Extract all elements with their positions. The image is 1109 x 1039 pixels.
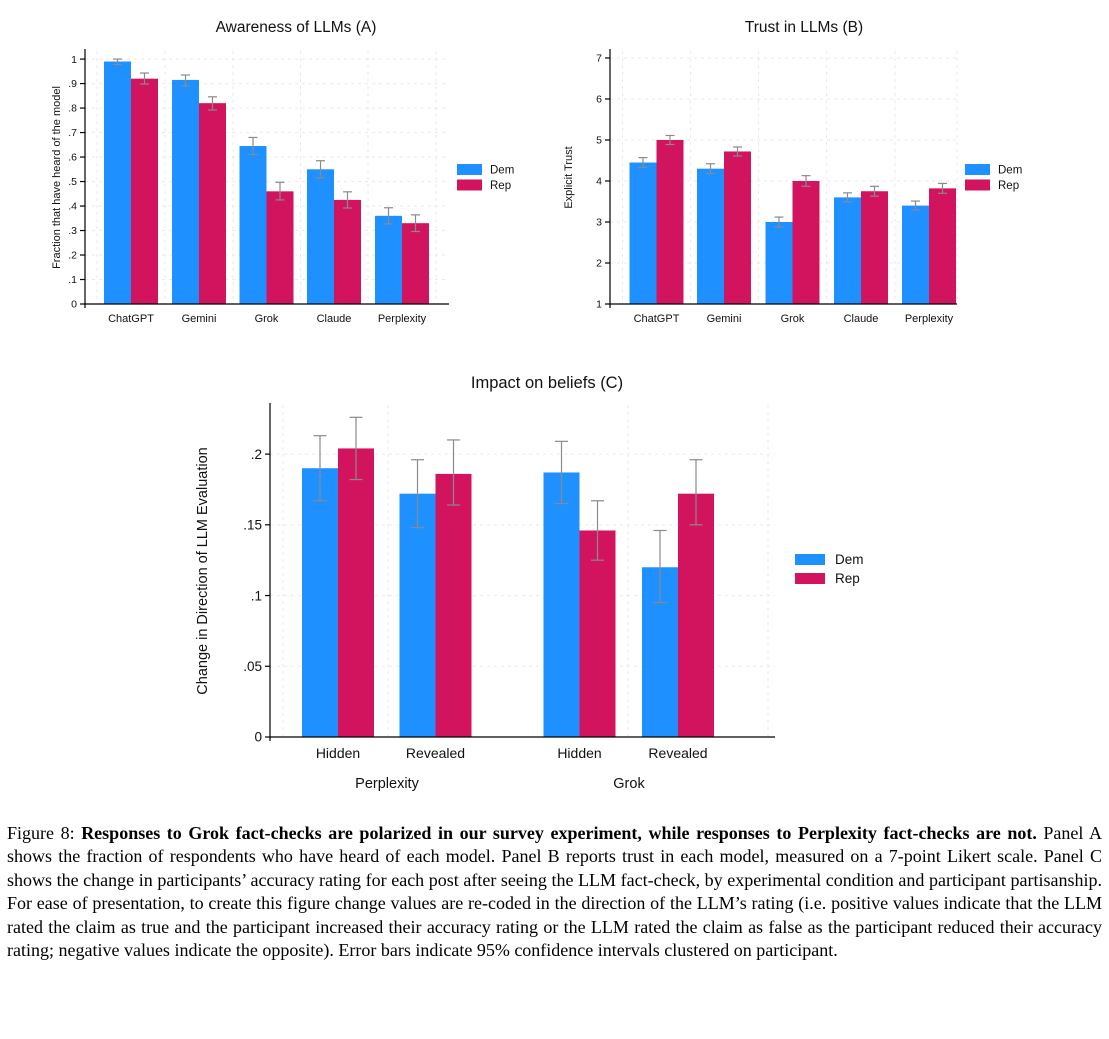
bar-rep-claude-3	[861, 191, 888, 304]
panel-a-container	[30, 6, 550, 340]
bar-dem-perplexity-4	[902, 206, 929, 304]
x-group-label: Grok	[613, 776, 645, 792]
bar-rep-perplexity-4	[402, 223, 429, 304]
y-axis-label: Fraction that have heard of the model	[51, 86, 63, 269]
caption-figure-label: Figure 8:	[7, 823, 82, 843]
bar-dem-claude-3	[307, 169, 334, 304]
x-category-label: Revealed	[648, 745, 708, 761]
legend-swatch-rep	[795, 573, 825, 584]
bar-rep-perplexity-4	[929, 188, 956, 304]
legend-label-dem: Dem	[490, 164, 515, 177]
bar-rep-hidden-0	[338, 448, 374, 737]
y-tick-label: 0	[254, 729, 262, 745]
y-tick-label: 6	[596, 93, 602, 106]
bar-rep-gemini-1	[724, 151, 751, 304]
figure-caption	[7, 822, 1102, 962]
y-tick-label: .5	[68, 176, 77, 189]
bar-dem-grok-2	[766, 222, 793, 304]
bar-rep-claude-3	[334, 200, 361, 304]
x-category-label: Grok	[254, 313, 279, 325]
x-category-label: Grok	[780, 313, 805, 325]
bar-dem-hidden-2	[544, 472, 580, 737]
y-tick-label: 5	[596, 134, 602, 147]
legend-swatch-rep	[965, 180, 990, 191]
bar-rep-hidden-2	[580, 530, 616, 737]
x-category-label: Hidden	[557, 745, 602, 761]
caption-body-text: Panel A shows the fraction of respondents who have heard of each model. Panel B reports trust in each model, measured on a 7-point Likert scale. Panel C shows the change in participants’ accuracy rating for each post after seeing the LLM fact-check, by experimental condition and participant partisanship. For ease of presentation, to create this figure change values are re-coded in the direction of the LLM’s rating (i.e. positive values indicate that the LLM rated the claim as true and the participant increased their accuracy rating or the LLM rated the claim as false as the participant reduced their accuracy rating; negative values indicate the opposite). Error bars indicate 95% confidence intervals clustered on participant.	[7, 823, 1103, 961]
legend-label-rep: Rep	[835, 571, 860, 587]
y-tick-label: 0	[71, 298, 77, 311]
bar-rep-gemini-1	[199, 103, 226, 304]
panel-c-container	[185, 358, 909, 818]
chart-impact	[185, 358, 909, 818]
bar-dem-gemini-1	[697, 169, 724, 304]
y-tick-label: .2	[68, 249, 77, 262]
bar-dem-claude-3	[834, 197, 861, 304]
legend-swatch-rep	[457, 180, 482, 191]
x-group-label: Perplexity	[355, 776, 419, 792]
x-category-label: ChatGPT	[633, 313, 680, 325]
x-category-label: Gemini	[706, 313, 742, 325]
y-tick-label: 2	[596, 257, 602, 270]
chart-awareness	[30, 6, 550, 340]
bar-rep-revealed-1	[436, 474, 472, 737]
bar-rep-grok-2	[793, 181, 820, 304]
y-axis-label: Explicit Trust	[563, 146, 575, 209]
bar-dem-gemini-1	[172, 80, 199, 304]
y-tick-label: .7	[68, 127, 77, 140]
chart-trust	[558, 6, 1078, 340]
y-tick-label: 4	[596, 175, 602, 188]
y-tick-label: .8	[68, 102, 77, 115]
y-tick-label: .6	[68, 151, 77, 164]
bar-dem-perplexity-4	[375, 216, 402, 304]
x-category-label: Claude	[843, 313, 879, 325]
y-tick-label: .05	[243, 658, 262, 674]
bar-dem-chatgpt-0	[630, 163, 657, 304]
caption-bold-title: Responses to Grok fact-checks are polarized in our survey experiment, while responses to Perplexity fact-checks are not.	[81, 823, 1037, 843]
bar-rep-chatgpt-0	[131, 79, 158, 304]
legend-label-dem: Dem	[998, 164, 1023, 177]
legend-swatch-dem	[457, 164, 482, 175]
bar-rep-revealed-3	[678, 494, 714, 737]
y-tick-label: 3	[596, 216, 602, 229]
legend-swatch-dem	[965, 164, 990, 175]
y-tick-label: 1	[596, 298, 602, 311]
x-category-label: Perplexity	[904, 313, 954, 325]
y-tick-label: .3	[68, 225, 77, 238]
y-tick-label: .15	[243, 517, 262, 533]
chart-title: Impact on beliefs (C)	[470, 374, 624, 392]
y-tick-label: .9	[68, 78, 77, 91]
y-tick-label: .4	[68, 200, 77, 213]
chart-title: Awareness of LLMs (A)	[215, 19, 377, 36]
bar-rep-chatgpt-0	[657, 140, 684, 304]
legend-label-dem: Dem	[835, 552, 864, 568]
x-category-label: ChatGPT	[108, 313, 154, 325]
bar-dem-chatgpt-0	[104, 62, 131, 304]
y-tick-label: .2	[250, 446, 262, 462]
bar-dem-revealed-1	[400, 494, 436, 737]
chart-title: Trust in LLMs (B)	[744, 19, 864, 36]
bar-rep-grok-2	[267, 191, 294, 304]
y-tick-label: 7	[596, 52, 602, 65]
legend-label-rep: Rep	[998, 180, 1020, 193]
x-category-label: Revealed	[405, 745, 466, 761]
y-axis-label: Change in Direction of LLM Evaluation	[195, 447, 211, 695]
legend-label-rep: Rep	[490, 180, 512, 193]
y-tick-label: .1	[68, 274, 77, 287]
legend-swatch-dem	[795, 554, 825, 565]
panel-b-container	[558, 6, 1078, 340]
x-category-label: Claude	[316, 313, 352, 325]
x-category-label: Perplexity	[377, 313, 427, 325]
x-category-label: Hidden	[315, 745, 361, 761]
y-tick-label: 1	[71, 53, 77, 66]
bar-dem-grok-2	[240, 146, 267, 304]
y-tick-label: .1	[250, 588, 262, 604]
x-category-label: Gemini	[181, 313, 217, 325]
bar-dem-hidden-0	[302, 468, 338, 737]
